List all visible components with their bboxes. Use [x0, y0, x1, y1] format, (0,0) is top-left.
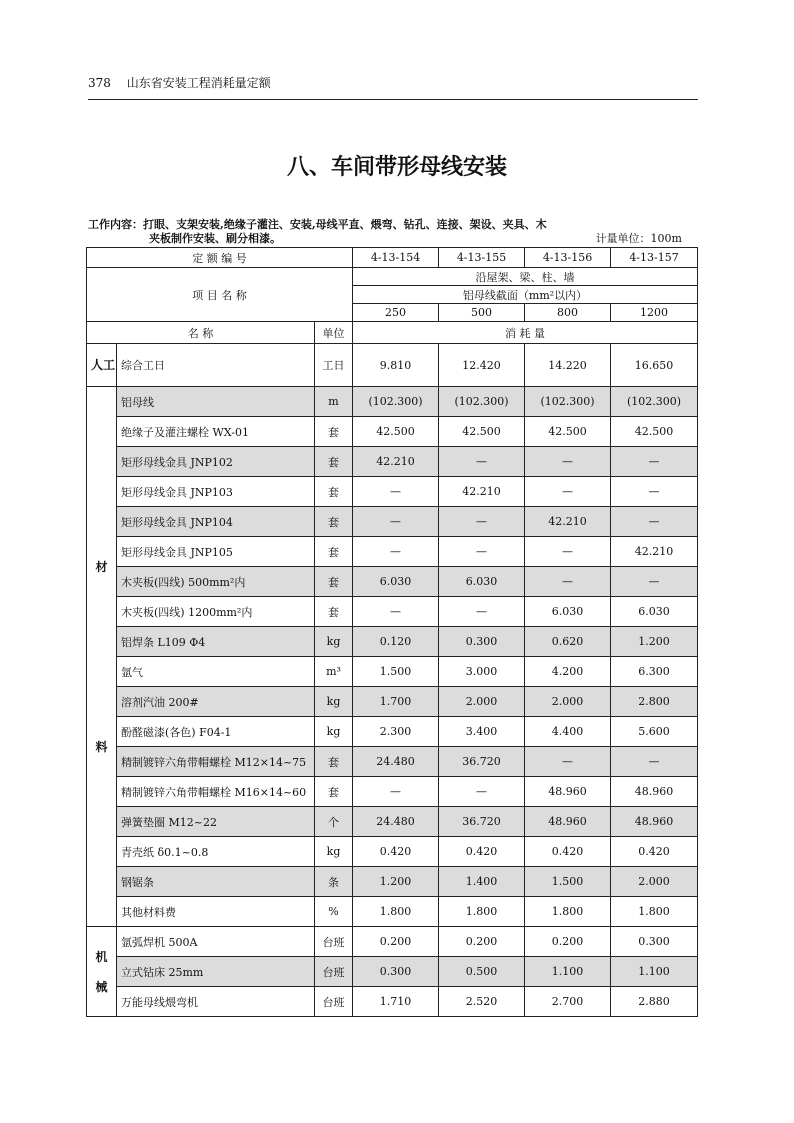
item-unit: m — [315, 387, 353, 417]
table-row — [87, 867, 698, 897]
work-content-label: 工作内容： — [88, 218, 143, 231]
item-value: (102.300) — [525, 387, 611, 417]
page-number: 378 — [88, 76, 111, 90]
item-unit: 套 — [315, 537, 353, 567]
item-unit: 套 — [315, 777, 353, 807]
item-value: 0.420 — [353, 837, 439, 867]
item-value: 0.120 — [353, 627, 439, 657]
item-value: — — [439, 597, 525, 627]
item-value: 42.500 — [611, 417, 698, 447]
item-value: — — [611, 507, 698, 537]
quota-code: 4-13-155 — [439, 248, 525, 268]
item-name: 其他材料费 — [117, 897, 315, 927]
item-value: 5.600 — [611, 717, 698, 747]
category-label: 机 — [95, 949, 108, 964]
item-value: — — [525, 537, 611, 567]
col-consumption-header: 消 耗 量 — [353, 322, 698, 344]
item-name: 综合工日 — [117, 344, 315, 387]
item-value: 1.500 — [525, 867, 611, 897]
table-row — [87, 807, 698, 837]
item-value: 1.200 — [611, 627, 698, 657]
table-row — [87, 897, 698, 927]
item-value: — — [611, 447, 698, 477]
item-value: 1.100 — [525, 957, 611, 987]
item-value: 0.200 — [525, 927, 611, 957]
col-unit-header: 单位 — [315, 322, 353, 344]
item-value: 42.210 — [525, 507, 611, 537]
item-unit: 套 — [315, 567, 353, 597]
item-name: 木夹板(四线) 500mm²内 — [117, 567, 315, 597]
item-value: (102.300) — [439, 387, 525, 417]
item-value: 9.810 — [353, 344, 439, 387]
table-row — [87, 747, 698, 777]
table-row — [87, 687, 698, 717]
quota-code: 4-13-156 — [525, 248, 611, 268]
work-content-line1: 打眼、支架安装,绝缘子灌注、安装,母线平直、煨弯、钻孔、连接、架设、夹具、木 — [143, 218, 547, 231]
category-machine — [87, 927, 117, 1017]
item-value: — — [611, 567, 698, 597]
table-row — [87, 344, 698, 387]
table-row — [87, 417, 698, 447]
item-name-label: 项 目 名 称 — [87, 268, 353, 322]
item-value: 48.960 — [525, 777, 611, 807]
item-value: 0.300 — [439, 627, 525, 657]
item-name: 木夹板(四线) 1200mm²内 — [117, 597, 315, 627]
item-value: 0.420 — [611, 837, 698, 867]
item-value: 6.030 — [353, 567, 439, 597]
measure-unit: 计量单位：100m — [595, 232, 682, 245]
item-value: — — [353, 507, 439, 537]
item-unit: 套 — [315, 597, 353, 627]
item-value: 48.960 — [611, 807, 698, 837]
item-value: 6.030 — [611, 597, 698, 627]
table-row — [87, 507, 698, 537]
item-value: 0.620 — [525, 627, 611, 657]
item-unit: kg — [315, 717, 353, 747]
item-value: — — [439, 447, 525, 477]
item-value: 1.100 — [611, 957, 698, 987]
item-name: 氩气 — [117, 657, 315, 687]
table-row — [87, 387, 698, 417]
category-material — [87, 387, 117, 927]
item-value: 48.960 — [611, 777, 698, 807]
item-value: 42.500 — [439, 417, 525, 447]
item-value: 24.480 — [353, 807, 439, 837]
item-value: — — [525, 447, 611, 477]
item-value: — — [525, 747, 611, 777]
book-title: 山东省安装工程消耗量定额 — [126, 76, 271, 90]
item-value: 6.030 — [525, 597, 611, 627]
item-value: 1.800 — [439, 897, 525, 927]
table-row — [87, 777, 698, 807]
table-row — [87, 717, 698, 747]
item-unit: 套 — [315, 447, 353, 477]
item-value: 2.000 — [439, 687, 525, 717]
item-name: 钢锯条 — [117, 867, 315, 897]
section-size: 800 — [525, 304, 611, 322]
item-value: 1.400 — [439, 867, 525, 897]
item-unit: kg — [315, 687, 353, 717]
item-value: — — [353, 777, 439, 807]
item-value: 2.000 — [525, 687, 611, 717]
section-title: 八、车间带形母线安装 — [286, 155, 507, 180]
item-value: — — [353, 597, 439, 627]
item-value: 2.800 — [611, 687, 698, 717]
running-head — [88, 74, 271, 91]
category-labor — [87, 344, 117, 387]
item-value: — — [439, 777, 525, 807]
subtitle-mounting: 沿屋架、梁、柱、墙 — [353, 268, 698, 286]
item-name: 精制镀锌六角带帽螺栓 M12×14~75 — [117, 747, 315, 777]
item-value: 42.500 — [525, 417, 611, 447]
section-size: 500 — [439, 304, 525, 322]
item-name: 铝母线 — [117, 387, 315, 417]
item-name: 精制镀锌六角带帽螺栓 M16×14~60 — [117, 777, 315, 807]
item-value: 48.960 — [525, 807, 611, 837]
category-label: 人工 — [91, 358, 116, 372]
item-name: 溶剂汽油 200# — [117, 687, 315, 717]
item-value: 1.200 — [353, 867, 439, 897]
item-unit: 个 — [315, 807, 353, 837]
item-value: 2.880 — [611, 987, 698, 1017]
item-unit: 套 — [315, 507, 353, 537]
table-row — [87, 987, 698, 1017]
section-size: 1200 — [611, 304, 698, 322]
work-content-line2: 夹板制作安装、刷分相漆。 — [149, 232, 281, 245]
item-value: 36.720 — [439, 807, 525, 837]
item-name: 弹簧垫圈 M12~22 — [117, 807, 315, 837]
item-name: 绝缘子及灌注螺栓 WX-01 — [117, 417, 315, 447]
table-row — [87, 657, 698, 687]
item-value: 0.200 — [353, 927, 439, 957]
item-value: 3.000 — [439, 657, 525, 687]
item-unit: 套 — [315, 477, 353, 507]
item-name: 青壳纸 δ0.1~0.8 — [117, 837, 315, 867]
quota-table — [86, 247, 698, 1017]
item-unit: 套 — [315, 747, 353, 777]
item-value: 42.210 — [439, 477, 525, 507]
table-row — [87, 447, 698, 477]
item-name: 氩弧焊机 500A — [117, 927, 315, 957]
item-value: 0.420 — [439, 837, 525, 867]
header-rule — [88, 99, 698, 100]
quota-code-label: 定 额 编 号 — [87, 248, 353, 268]
quota-code: 4-13-154 — [353, 248, 439, 268]
item-name: 铝焊条 L109 Φ4 — [117, 627, 315, 657]
category-label: 材 — [95, 559, 108, 574]
item-unit: 台班 — [315, 987, 353, 1017]
item-value: 0.420 — [525, 837, 611, 867]
item-value: — — [611, 747, 698, 777]
item-value: 6.030 — [439, 567, 525, 597]
item-value: — — [353, 537, 439, 567]
item-value: 0.500 — [439, 957, 525, 987]
item-unit: 工日 — [315, 344, 353, 387]
item-value: 1.700 — [353, 687, 439, 717]
item-value: 0.200 — [439, 927, 525, 957]
table-row — [87, 597, 698, 627]
table-row — [87, 627, 698, 657]
category-label: 料 — [95, 739, 108, 754]
item-value: (102.300) — [353, 387, 439, 417]
item-unit: 台班 — [315, 957, 353, 987]
item-value: 24.480 — [353, 747, 439, 777]
item-value: 1.800 — [353, 897, 439, 927]
item-name: 矩形母线金具 JNP104 — [117, 507, 315, 537]
table-row — [87, 537, 698, 567]
subtitle-section: 铝母线截面（mm²以内） — [353, 286, 698, 304]
table-row — [87, 837, 698, 867]
item-value: 3.400 — [439, 717, 525, 747]
item-value: 1.500 — [353, 657, 439, 687]
item-unit: kg — [315, 627, 353, 657]
col-name-header: 名 称 — [87, 322, 315, 344]
item-unit: kg — [315, 837, 353, 867]
item-value: 36.720 — [439, 747, 525, 777]
item-value: 42.500 — [353, 417, 439, 447]
item-value: 2.700 — [525, 987, 611, 1017]
item-value: — — [611, 477, 698, 507]
item-value: — — [353, 477, 439, 507]
item-name: 矩形母线金具 JNP105 — [117, 537, 315, 567]
item-value: 6.300 — [611, 657, 698, 687]
item-value: 14.220 — [525, 344, 611, 387]
item-value: 2.300 — [353, 717, 439, 747]
item-value: 16.650 — [611, 344, 698, 387]
category-label: 械 — [95, 979, 108, 994]
item-value: 4.400 — [525, 717, 611, 747]
item-value: 4.200 — [525, 657, 611, 687]
item-value: 2.000 — [611, 867, 698, 897]
item-name: 酚醛磁漆(各色) F04-1 — [117, 717, 315, 747]
item-name: 万能母线煨弯机 — [117, 987, 315, 1017]
item-unit: 套 — [315, 417, 353, 447]
quota-code: 4-13-157 — [611, 248, 698, 268]
item-name: 立式钻床 25mm — [117, 957, 315, 987]
item-value: 42.210 — [611, 537, 698, 567]
table-row — [87, 927, 698, 957]
table-row — [87, 957, 698, 987]
item-value: 1.800 — [525, 897, 611, 927]
item-value: 1.800 — [611, 897, 698, 927]
work-content — [88, 218, 698, 246]
item-value: 0.300 — [353, 957, 439, 987]
item-value: — — [439, 507, 525, 537]
item-value: 0.300 — [611, 927, 698, 957]
item-value: 12.420 — [439, 344, 525, 387]
item-value: 2.520 — [439, 987, 525, 1017]
item-value: — — [439, 537, 525, 567]
item-value: (102.300) — [611, 387, 698, 417]
item-value: — — [525, 567, 611, 597]
item-name: 矩形母线金具 JNP102 — [117, 447, 315, 477]
table-row — [87, 477, 698, 507]
table-row — [87, 567, 698, 597]
item-value: 1.710 — [353, 987, 439, 1017]
item-unit: % — [315, 897, 353, 927]
item-name: 矩形母线金具 JNP103 — [117, 477, 315, 507]
item-value: — — [525, 477, 611, 507]
item-unit: m³ — [315, 657, 353, 687]
item-unit: 条 — [315, 867, 353, 897]
item-value: 42.210 — [353, 447, 439, 477]
item-unit: 台班 — [315, 927, 353, 957]
section-size: 250 — [353, 304, 439, 322]
